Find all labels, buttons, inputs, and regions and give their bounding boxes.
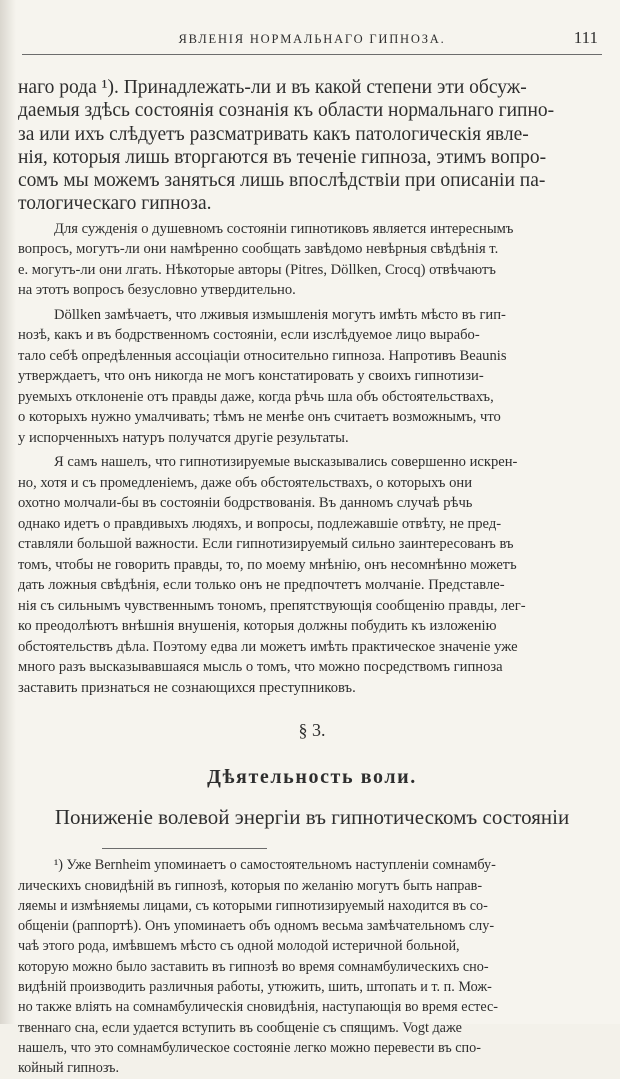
footnote: [18, 855, 606, 1078]
footnote-line: ¹) Уже Bernheim упоминаетъ о самостоятельномъ наступленіи сомнамбу-: [54, 857, 496, 874]
footnote-line: чаѣ этого рода, имѣвшемъ мѣсто съ одной молодой истеричной больной,: [18, 938, 460, 955]
running-head: ЯВЛЕНІЯ НОРМАЛЬНАГО ГИПНОЗА.: [178, 32, 446, 46]
text-line: однако идетъ о правдивыхъ людяхъ, и вопросы, подлежавшіе отвѣту, не пред-: [18, 515, 502, 532]
text-line: о которыхъ нужно умалчивать; тѣмъ не менѣе онъ считаетъ возможнымъ, что: [18, 409, 501, 426]
text-line: заставить признаться не сознающихся преступниковъ.: [18, 679, 356, 696]
page-number: 111: [573, 28, 598, 47]
text-line: нія, которыя лишь вторгаются въ теченіе гипноза, этимъ вопро-: [18, 146, 547, 168]
text-line: ставляли большой важности. Если гипнотизируемый сильно заинтересованъ въ: [18, 536, 514, 553]
footnote-line: койный гипнозъ.: [18, 1060, 120, 1077]
paragraph-1: [18, 76, 606, 216]
text-line: за или ихъ слѣдуетъ разсматривать какъ патологическія явле-: [18, 123, 529, 145]
footnote-line: лическихъ сновидѣній въ гипнозѣ, которыя по желанію могутъ быть направ-: [18, 877, 483, 894]
text-line: обстоятельствъ дѣла. Поэтому едва ли можетъ имѣть практическое значеніе уже: [18, 638, 518, 655]
text-line: ко преодолѣютъ внѣшнія внушенія, которыя должны побудить къ изложенію: [18, 618, 497, 635]
section-title: Дѣятельность воли.: [207, 766, 417, 789]
text-line: Для сужденія о душевномъ состояніи гипнотиковъ является интереснымъ: [54, 220, 514, 237]
text-line: у испорченныхъ натуръ получатся другіе результаты.: [18, 429, 349, 446]
section-subtitle: Пониженіе волевой энергіи въ гипнотическомъ состояніи: [54, 805, 570, 830]
footnote-line: которую можно было заставить въ гипнозѣ во время сомнамбулическихъ сно-: [18, 958, 489, 975]
footnote-line: общеніи (раппортѣ). Онъ упоминаетъ объ одномъ весьма замѣчательномъ слу-: [18, 918, 495, 935]
footnote-line: ляемы и измѣняемы лицами, съ которыми гипнотизируемый находится въ со-: [18, 897, 488, 914]
text-line: Döllken замѣчаетъ, что лживыя измышленія могутъ имѣть мѣсто въ гип-: [54, 306, 506, 323]
footnote-line: твеннаго сна, если удается вступить въ сообщеніе съ спящимъ. Vogt даже: [18, 1019, 462, 1036]
footnote-line: но также вліять на сомнамбулическія сновидѣнія, наступающія во время естес-: [18, 999, 499, 1016]
page-gutter-shadow: [0, 0, 16, 1024]
text-line: томъ, чтобы не говорить правды, то, по моему мнѣнію, онъ несомнѣнно можетъ: [18, 556, 517, 573]
text-line: сомъ мы можемъ заняться лишь впослѣдствіи при описаніи па-: [18, 170, 546, 192]
text-line: вопросъ, могутъ-ли они намѣренно сообщать завѣдомо невѣрныя свѣдѣнія т.: [18, 241, 499, 258]
text-line: охотно молчали-бы въ состояніи бодрствованія. Въ данномъ случаѣ рѣчь: [18, 495, 473, 512]
text-line: утверждаетъ, что онъ никогда не могъ констатировать у своихъ гипнотизи-: [18, 368, 484, 385]
text-line: но, хотя и съ промедленіемъ, даже объ обстоятельствахъ, о которыхъ они: [18, 474, 473, 491]
text-line: нозѣ, какъ и въ бодрственномъ состояніи, если изслѣдуемое лицо вырабо-: [18, 327, 480, 344]
text-line: на этотъ вопросъ безусловно утвердительно.: [18, 282, 296, 299]
body-text: [18, 76, 606, 1079]
text-line: нія съ сильнымъ чувственнымъ тономъ, препятствующія сообщенію правды, лег-: [18, 597, 526, 614]
section-number: § 3.: [298, 720, 326, 741]
text-line: Я самъ нашелъ, что гипнотизируемые высказывались совершенно искрен-: [54, 454, 518, 471]
text-line: даемыя здѣсь состоянія сознанія къ области нормальнаго гипно-: [18, 100, 555, 122]
text-line: е. могутъ-ли они лгать. Нѣкоторые авторы (Pitres, Döllken, Crocq) отвѣчаютъ: [18, 261, 496, 278]
footnote-line: нашелъ, что это сомнамбулическое состояніе легко можно перевести въ спо-: [18, 1039, 481, 1056]
text-line: тало себѣ опредѣленныя ассоціаціи относительно гипноза. Напротивъ Beaunis: [18, 347, 507, 364]
page-header: [22, 30, 602, 55]
text-line: руемыхъ отклоненіе отъ правды даже, когда рѣчь шла объ обстоятельствахъ,: [18, 388, 494, 405]
footnote-line: видѣній производить различныя работы, утюжить, шить, штопать и т. п. Мож-: [18, 979, 492, 996]
paragraph-2: [18, 219, 606, 301]
text-line: тологическаго гипноза.: [18, 193, 212, 215]
text-line: дать ложныя свѣдѣнія, если только онъ не предпочтетъ молчаніе. Представле-: [18, 577, 505, 594]
footnote-divider: [102, 848, 267, 849]
paragraph-3: [18, 305, 606, 449]
text-line: много разъ высказывавшаяся мысль о томъ, что можно посредствомъ гипноза: [18, 659, 503, 676]
paragraph-4: [18, 452, 606, 698]
text-line: наго рода ¹). Принадлежать-ли и въ какой степени эти обсуж-: [18, 77, 527, 98]
